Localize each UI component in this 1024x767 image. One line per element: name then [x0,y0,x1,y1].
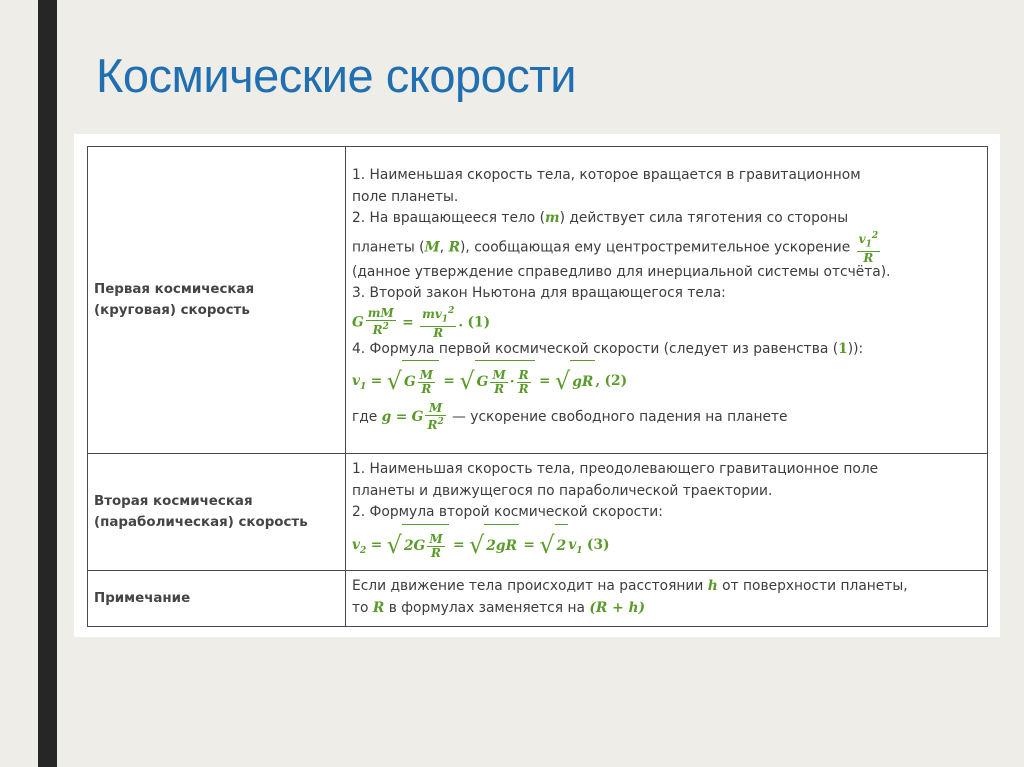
newton-law-formula: G $\frac{mM}{R^2}$ = $\frac{mv_1^2}{R}$ . (1) [352,305,491,340]
first-line-4: планеты (M, R), сообщающая ему центростремительное ускорение $\frac{v_1^2}{R}$ [352,230,879,265]
left-accent-bar [38,0,57,767]
row-content-first-velocity [346,147,988,454]
row-content-second-velocity [346,454,988,571]
first-line-1: 1. Наименьшая скорость тела, которое вращается в гравитационном [352,167,861,183]
note-line-1: Если движение тела происходит на расстоянии h от поверхности планеты, [352,578,908,594]
slide-title: Космические скорости [96,49,577,102]
cosmic-velocities-table [87,146,988,627]
row-label-first-velocity: Первая космическая (круговая) скорость [88,147,346,454]
row-content-note [346,570,988,626]
second-line-3: 2. Формула второй космической скорости: [352,504,663,520]
second-velocity-formula: $v_2$ = √ 2G $\frac{M}{R}$ = √ 2gR = √ 2 $v_1$ (3) [352,524,987,564]
first-line-3: 2. На вращающееся тело (m) действует сила тяготения со стороны [352,210,849,226]
first-line-6: 3. Второй закон Ньютона для вращающегося тела: [352,285,726,301]
note-line-2: то R в формулах заменяется на (R + h) [352,599,646,616]
first-line-8: где g = G $\frac{M}{R^2}$ — ускорение свободного падения на планете [352,401,788,432]
second-line-1: 1. Наименьшая скорость тела, преодолевающего гравитационное поле [352,461,879,477]
row-label-note: Примечание [88,570,346,626]
first-velocity-formula: $v_1$ = √ G $\frac{M}{R}$ = √ G $\frac{M}{R}$ · $\frac{R}{R}$ = √ gR , (2) [352,360,987,400]
table-row [88,454,988,571]
first-line-7: 4. Формула первой космической скорости (следует из равенства (1)): [352,340,864,357]
table-row [88,570,988,626]
row-label-second-velocity: Вторая космическая (параболическая) скорость [88,454,346,571]
second-line-2: планеты и движущегося по параболической траектории. [352,482,773,499]
first-line-2: поле планеты. [352,188,459,205]
table-row [88,147,988,454]
centripetal-acceleration-formula: $\frac{v_1^2}{R}$ [858,230,879,265]
first-line-5: (данное утверждение справедливо для инерциальной системы отсчёта). [352,263,891,280]
